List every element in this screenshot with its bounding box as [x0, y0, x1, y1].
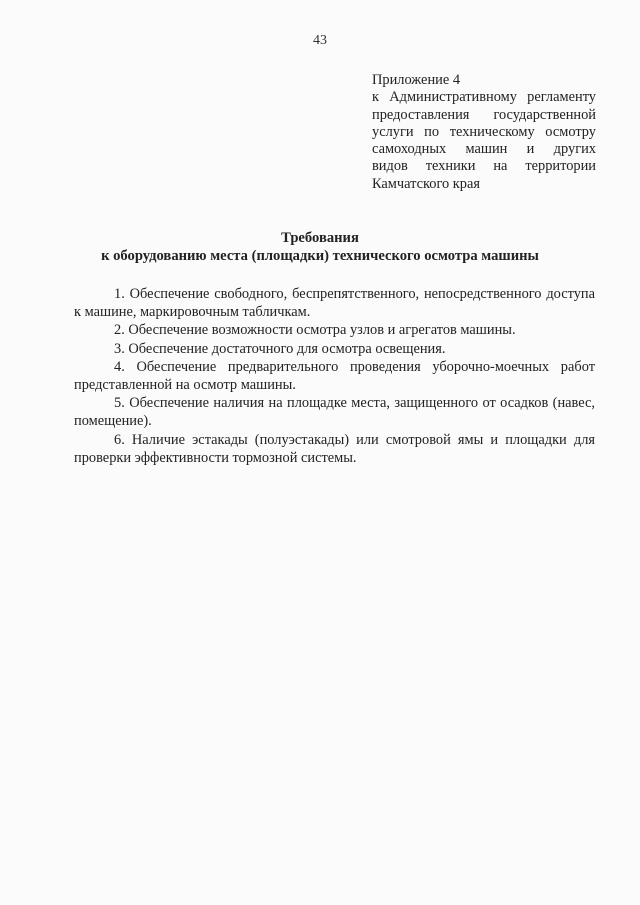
requirement-item-5: 5. Обеспечение наличия на площадке места, защищенного от осадков (навес, помещение).: [74, 395, 595, 430]
requirement-item-3: 3. Обеспечение достаточного для осмотра освещения.: [114, 340, 446, 357]
appendix-line: к Административному регламенту: [372, 89, 596, 106]
title-line-1: Требования: [281, 230, 359, 246]
appendix-header: [372, 72, 596, 193]
document-title: [40, 229, 600, 265]
requirement-item-1: 1. Обеспечение свободного, беспрепятственного, непосредственного доступа к машине, маркировочным табличкам.: [74, 286, 595, 321]
appendix-line: предоставления государственной: [372, 106, 596, 123]
requirement-item-6: 6. Наличие эстакады (полуэстакады) или смотровой ямы и площадки для проверки эффективности тормозной системы.: [74, 431, 595, 466]
appendix-line: Приложение 4: [372, 72, 461, 88]
appendix-line: самоходных машин и других: [372, 141, 596, 158]
requirement-item-4: 4. Обеспечение предварительного проведения уборочно-моечных работ представленной на осмотр машины.: [74, 358, 595, 394]
requirements-list: [74, 285, 595, 467]
appendix-line: Камчатского края: [372, 175, 480, 192]
requirement-item-2: 2. Обеспечение возможности осмотра узлов и агрегатов машины.: [114, 322, 516, 339]
page-number: 43: [313, 33, 327, 48]
appendix-line: видов техники на территории: [372, 158, 596, 175]
title-line-2: к оборудованию места (площадки) технического осмотра машины: [101, 248, 539, 264]
appendix-line: услуги по техническому осмотру: [372, 123, 596, 140]
